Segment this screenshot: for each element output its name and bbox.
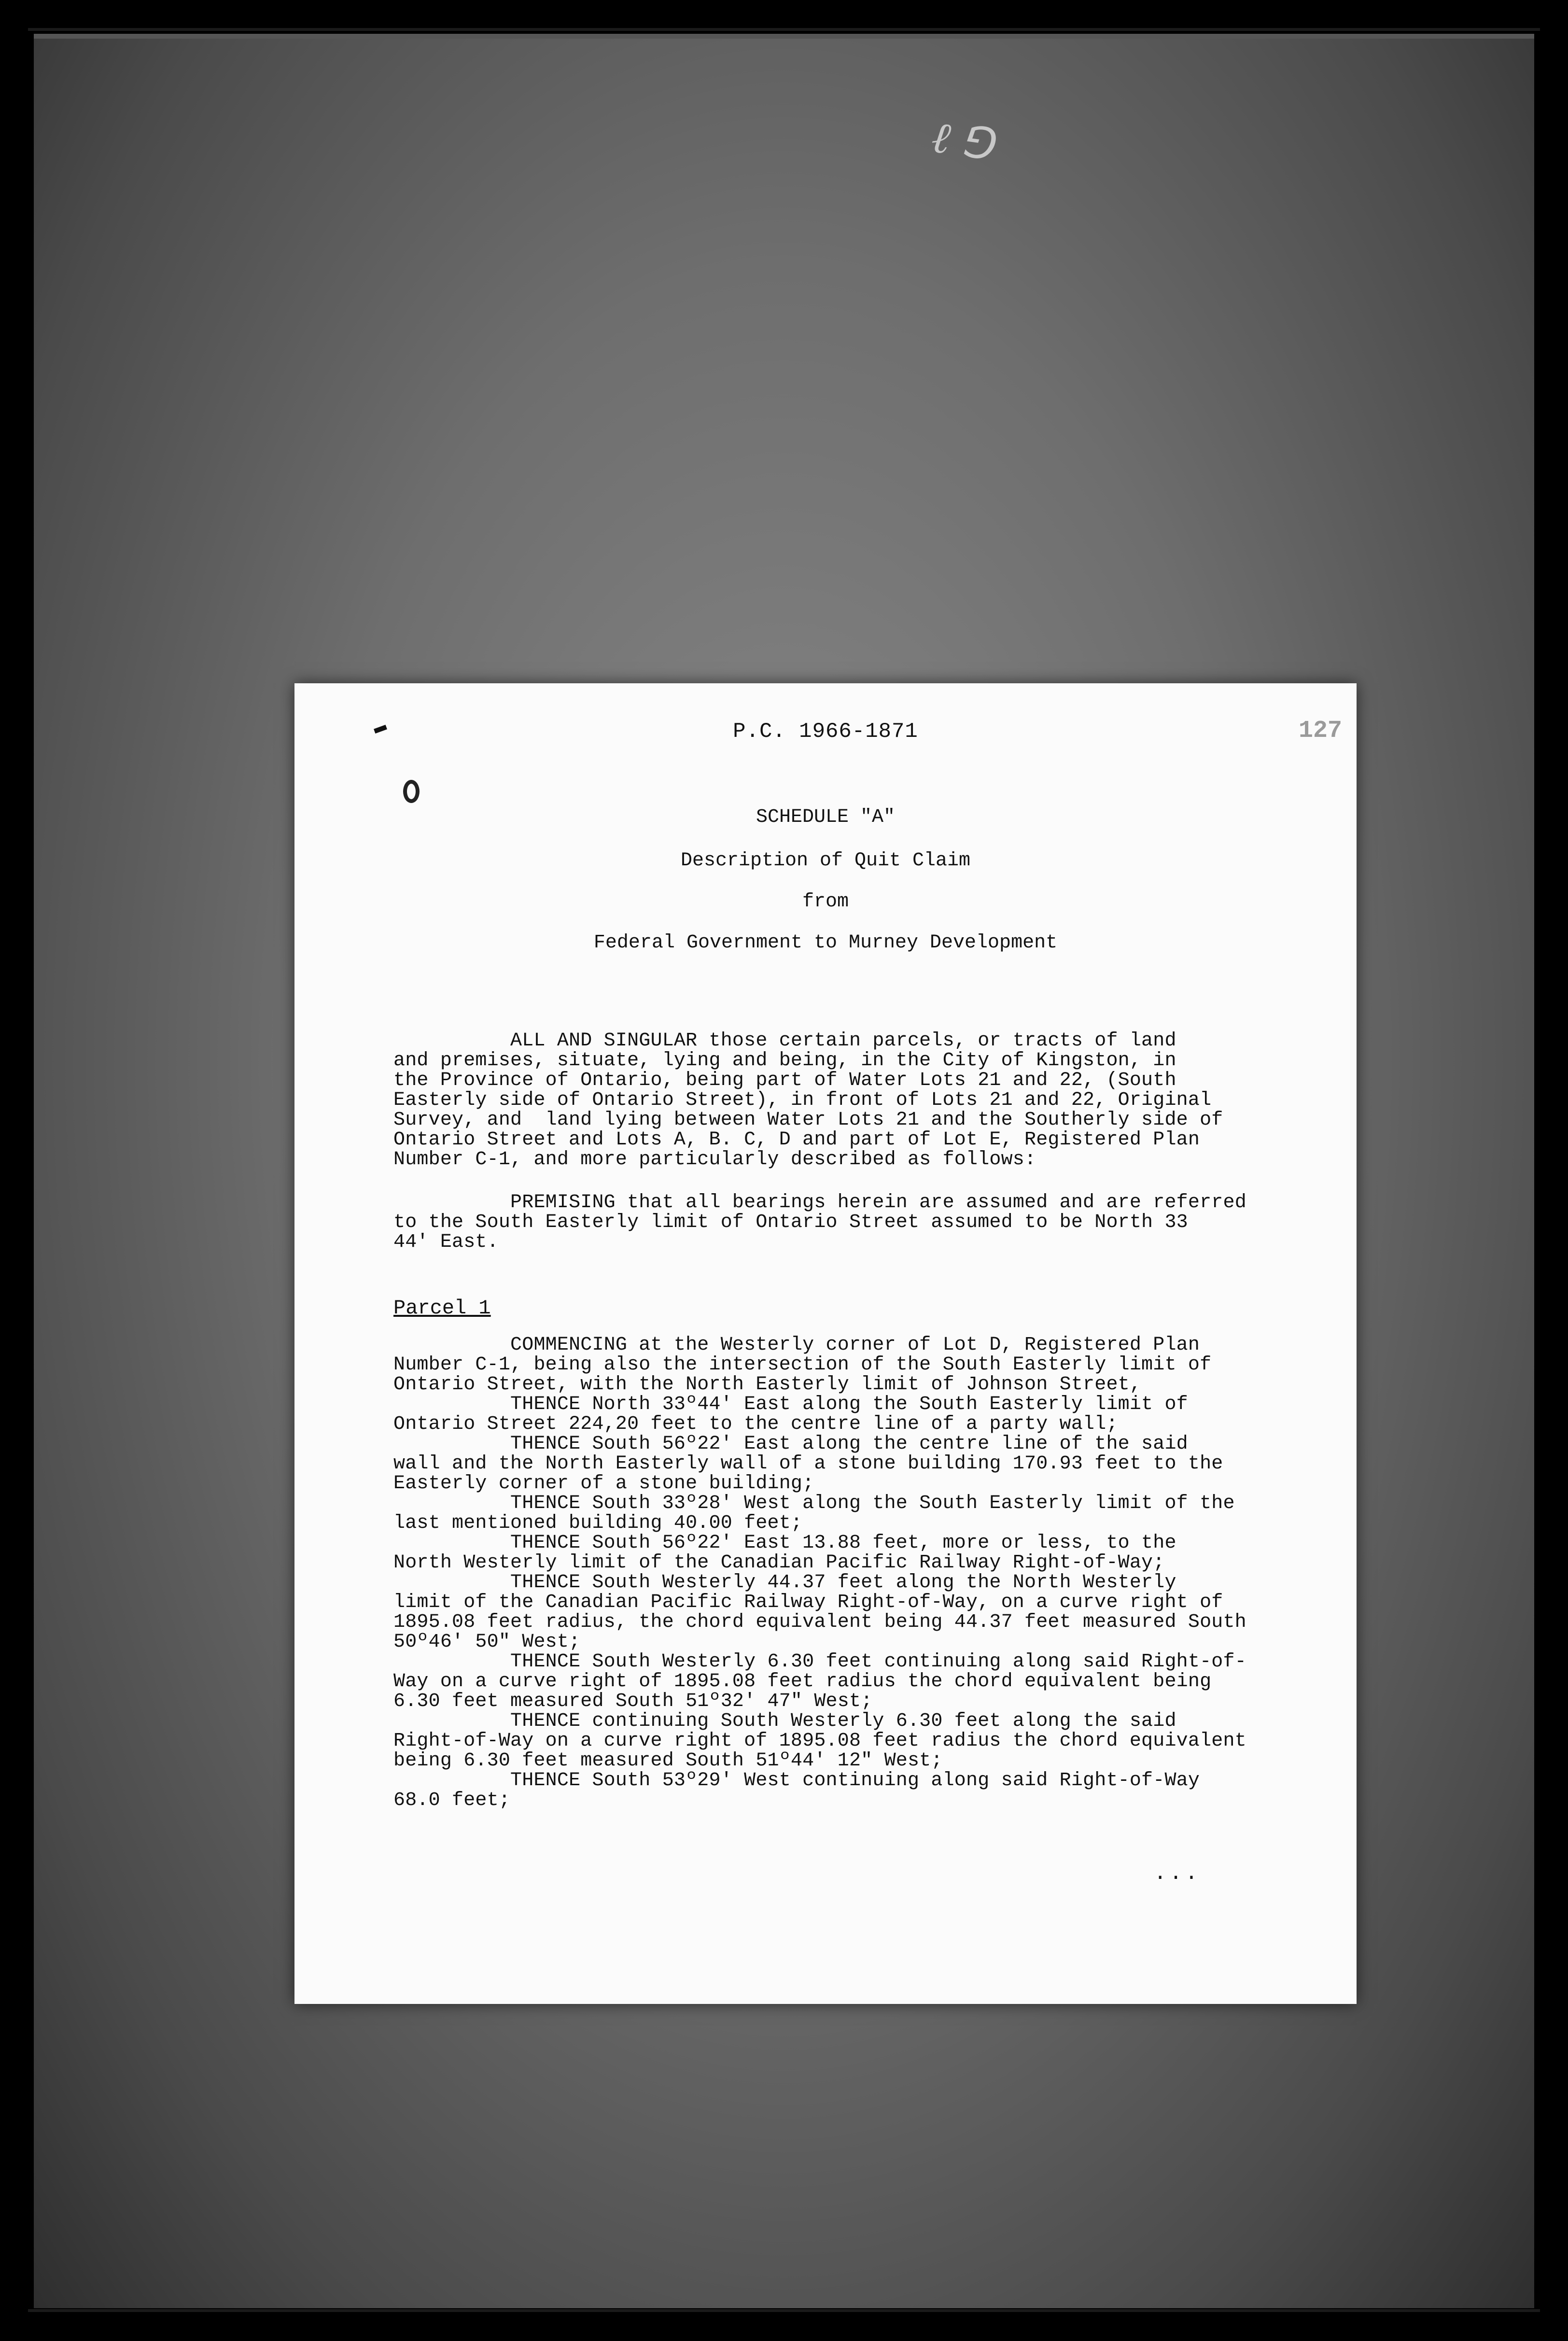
- bottom-film-edge: [28, 2309, 1540, 2312]
- punch-hole: [403, 780, 420, 803]
- description-title: Description of Quit Claim: [680, 850, 971, 872]
- intro-paragraph: ALL AND SINGULAR those certain parcels, or tracts of land and premises, situate, lying and being, in the City of Kingston, in the Province of Ontario, being part of Water Lots 21 and 22, (South Easterly side of Ontario Street), in front of Lots 21 and 22, Original Survey, and land lying between Water Lots 21 and the Southerly side of Ontario Street and Lots A, B. C, D and part of Lot E, Registered Plan Number C-1, and more particularly described as follows:: [393, 1030, 1223, 1170]
- premise-paragraph: PREMISING that all bearings herein are assumed and are referred to the South Easterly limit of Ontario Street assumed to be North 33 44' East.: [393, 1192, 1246, 1253]
- handwritten-scribble: ℓ ⅁: [928, 112, 1001, 171]
- parties-title: Federal Government to Murney Development: [593, 932, 1058, 954]
- continuation-mark: ...: [1154, 1862, 1201, 1886]
- parcel-heading: Parcel 1: [393, 1297, 491, 1320]
- top-film-edge: [28, 28, 1540, 31]
- schedule-title: SCHEDULE "A": [756, 806, 896, 828]
- page-number: 127: [1298, 717, 1342, 745]
- parcel-description: COMMENCING at the Westerly corner of Lot D, Registered Plan Number C-1, being also the intersection of the South Easterly limit of Ontario Street, with the North Easterly limit of Johnson Street, THENCE North 33º44' East along the South Easterly limit of Ontario Street 224,20 feet to the centre line of a party wall; THENCE South 56º22' East along the centre line of the said wall and the North Easterly wall of a stone building 170.93 feet to the Easterly corner of a stone building; THENCE South 33º28' West along the South Easterly limit of the last mentioned building 40.00 feet; THENCE South 56º22' East 13.88 feet, more or less, to the North Westerly limit of the Canadian Pacific Railway Right-of-Way; THENCE South Westerly 44.37 feet along the North Westerly limit of the Canadian Pacific Railway Right-of-Way, on a curve right of 1895.08 feet radius, the chord equivalent being 44.37 feet measured South 50º46' 50" West; THENCE South Westerly 6.30 feet continuing along said Right-of- Way on a curve right of 1895.08 feet radius the chord equivalent being 6.30 feet measured South 51º32' 47" West; THENCE continuing South Westerly 6.30 feet along the said Right-of-Way on a curve right of 1895.08 feet radius the chord equivalent being 6.30 feet measured South 51º44' 12" West; THENCE South 53º29' West continuing along said Right-of-Way 68.0 feet;: [393, 1334, 1246, 1811]
- from-title: from: [802, 891, 849, 913]
- document-page: [294, 683, 1357, 2004]
- order-in-council-number: P.C. 1966-1871: [733, 719, 918, 744]
